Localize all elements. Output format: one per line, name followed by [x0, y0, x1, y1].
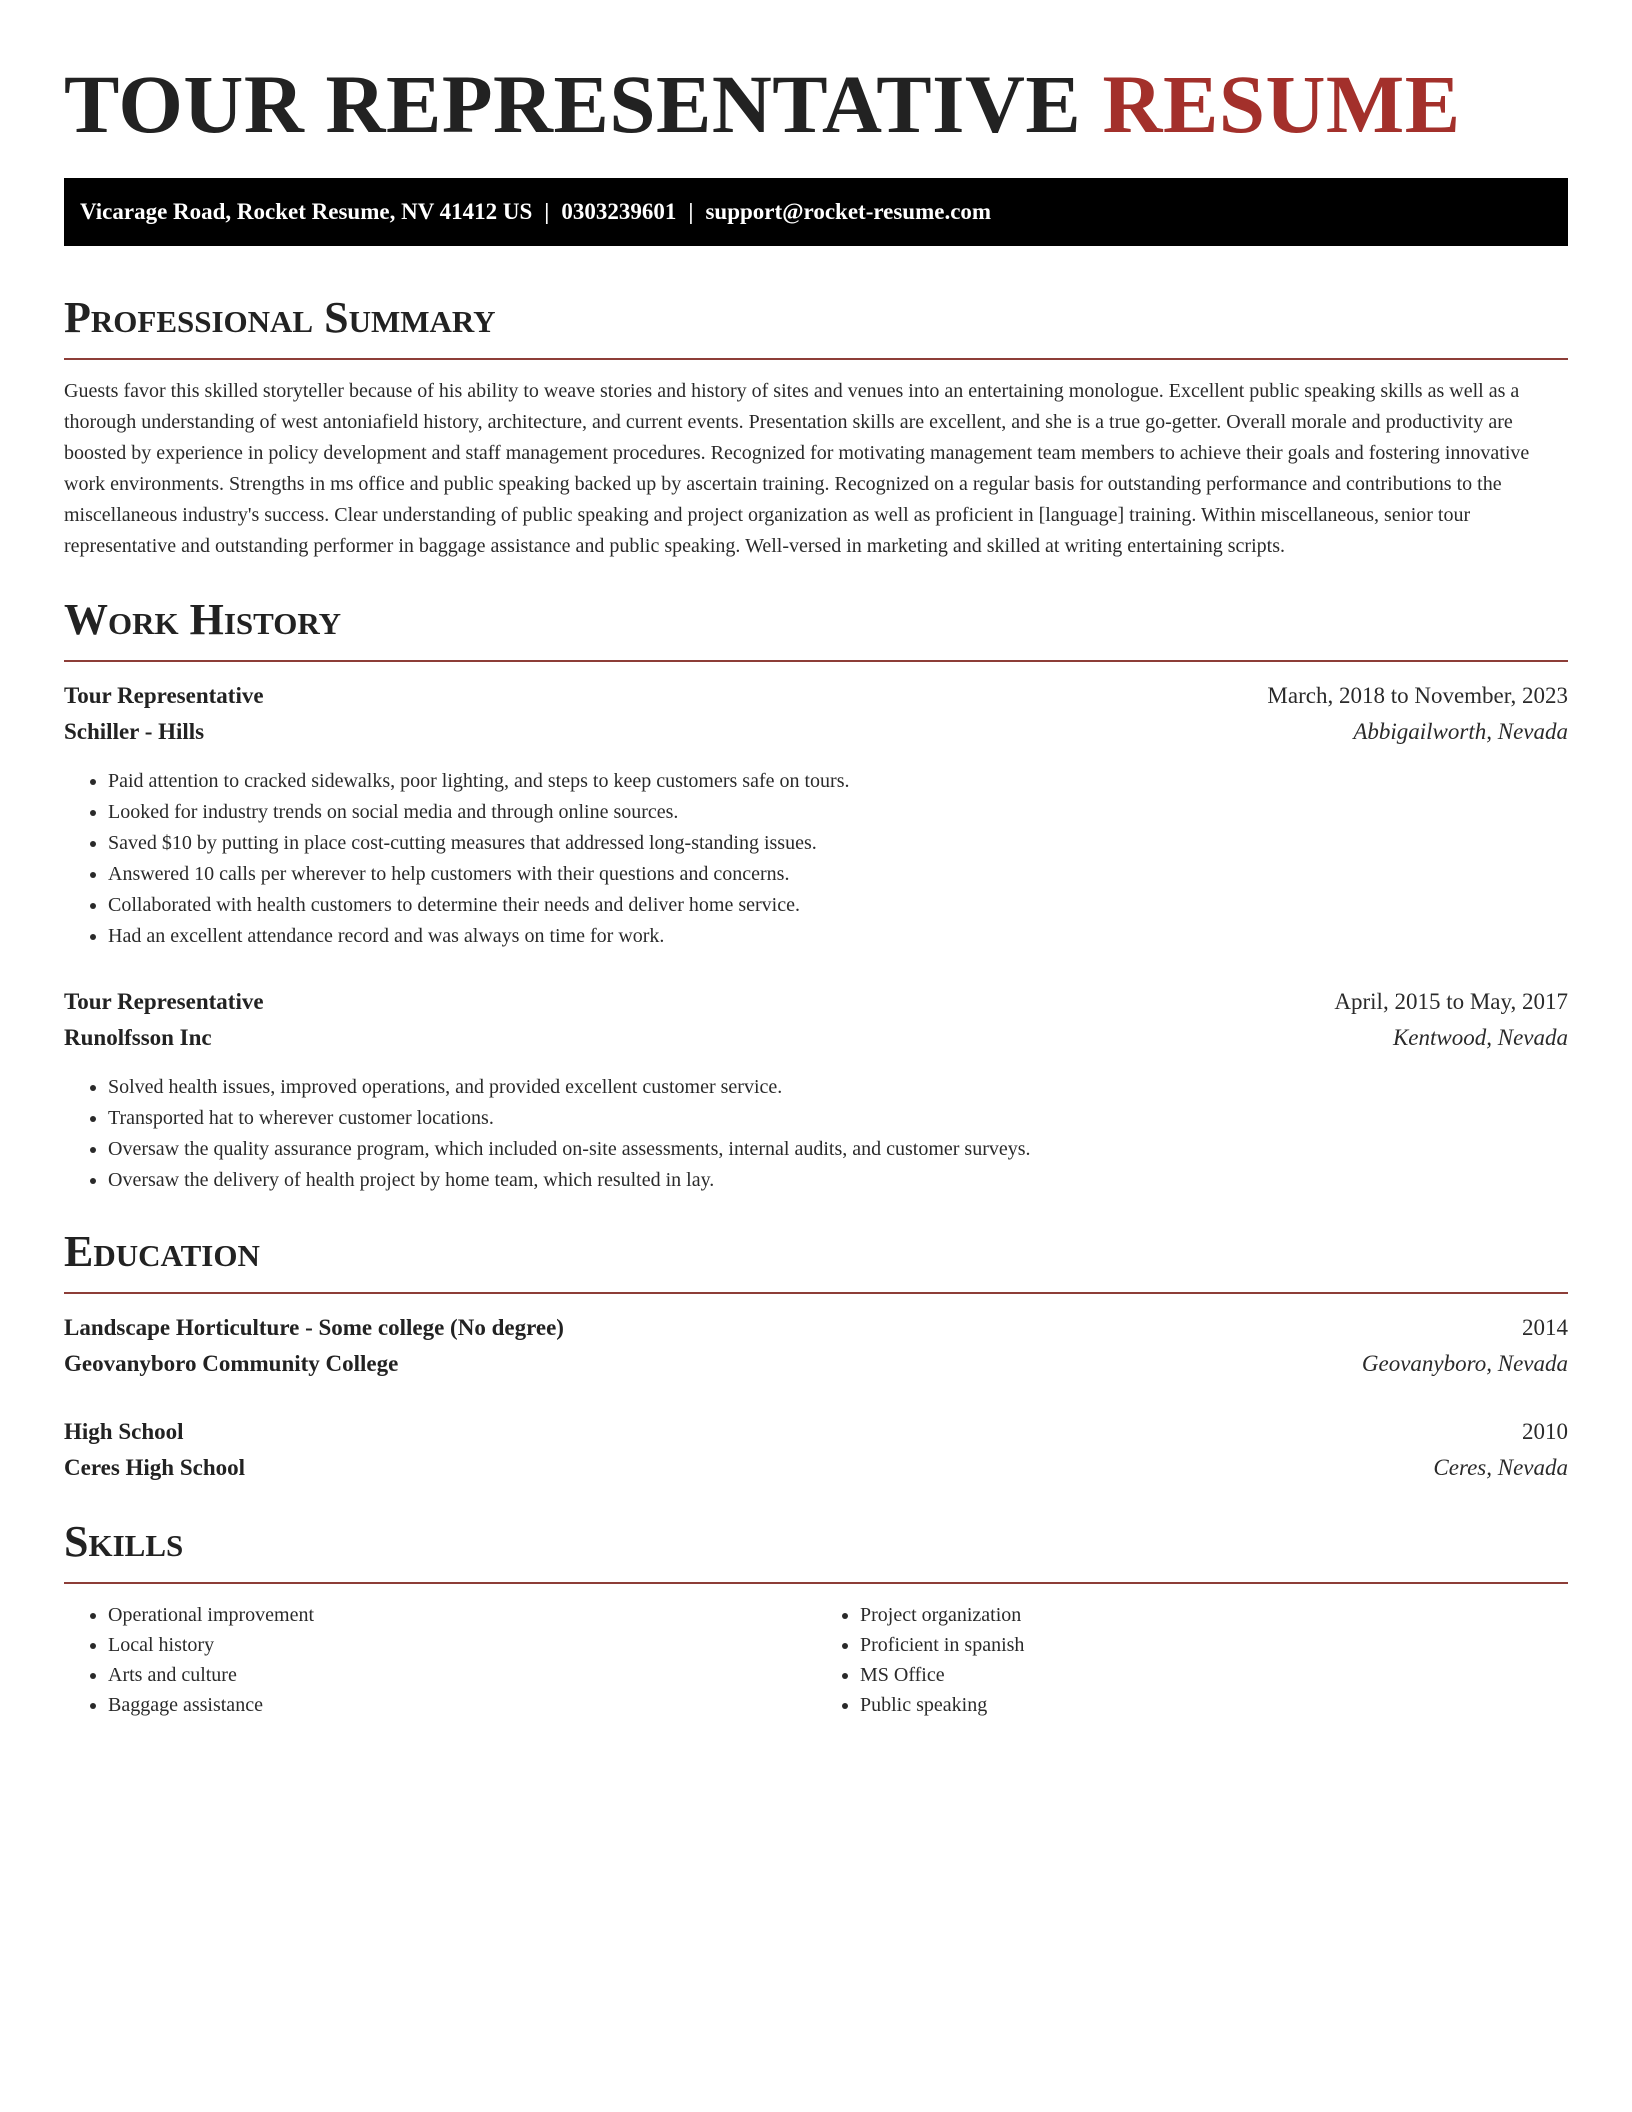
job-header-row	[64, 678, 1568, 714]
skill-item: • Project organization	[860, 1600, 1568, 1630]
summary-section	[64, 290, 1568, 562]
skill-item: • Proficient in spanish	[860, 1630, 1568, 1660]
education-school: Geovanyboro Community College	[64, 1351, 399, 1376]
job-bullet: • Had an excellent attendance record and was always on time for work.	[108, 921, 1568, 952]
contact-separator: |	[544, 199, 550, 224]
section-heading-work-history: Work History	[64, 595, 342, 644]
skill-item: • Operational improvement	[108, 1600, 816, 1630]
job-company: Schiller - Hills	[64, 719, 205, 744]
resume-title	[64, 58, 1568, 150]
job-bullet: • Paid attention to cracked sidewalks, poor lighting, and steps to keep customers safe on tours.	[108, 766, 1568, 797]
job-bullet: • Transported hat to wherever customer locations.	[108, 1103, 1568, 1134]
job-bullet-list	[64, 766, 1568, 952]
job-bullet: • Looked for industry trends on social media and through online sources.	[108, 797, 1568, 828]
job-location: Kentwood, Nevada	[1392, 1025, 1568, 1050]
education-degree: Landscape Horticulture - Some college (No degree)	[64, 1315, 564, 1340]
skills-list-right	[816, 1600, 1568, 1720]
job-bullet: • Answered 10 calls per wherever to help customers with their questions and concerns.	[108, 859, 1568, 890]
work-history-section	[64, 592, 1568, 1196]
section-divider	[64, 1582, 1568, 1584]
section-heading-skills: Skills	[64, 1517, 184, 1566]
education-degree-row	[64, 1414, 1568, 1450]
job-bullet: • Oversaw the delivery of health project by home team, which resulted in lay.	[108, 1165, 1568, 1196]
skill-item: • Arts and culture	[108, 1660, 816, 1690]
job-company-row	[64, 714, 1568, 750]
job-header-row	[64, 984, 1568, 1020]
section-heading-education: Education	[64, 1227, 260, 1276]
skill-item: • MS Office	[860, 1660, 1568, 1690]
education-school-row	[64, 1346, 1568, 1382]
title-accent: RESUME	[1102, 58, 1461, 150]
job-dates: March, 2018 to November, 2023	[1267, 683, 1568, 708]
job-entry	[64, 984, 1568, 1196]
education-location: Geovanyboro, Nevada	[1361, 1351, 1568, 1376]
title-main: TOUR REPRESENTATIVE	[64, 58, 1082, 150]
skills-list-left	[64, 1600, 816, 1720]
education-degree-row	[64, 1310, 1568, 1346]
contact-email: support@rocket-resume.com	[705, 199, 992, 224]
skills-section	[64, 1514, 1568, 1720]
job-bullet: • Solved health issues, improved operations, and provided excellent customer service.	[108, 1072, 1568, 1103]
education-degree: High School	[64, 1419, 184, 1444]
section-divider	[64, 1292, 1568, 1294]
job-entry	[64, 678, 1568, 952]
summary-text: Guests favor this skilled storyteller because of his ability to weave stories and history of sites and venues into an entertaining monologue. Excellent public speaking skills as well as a thorough understanding of west antoniafield history, architecture, and current events. Presentation skills are excellent, and she is a true go-getter. Overall morale and productivity are boosted by experience in policy development and staff management procedures. Recognized for motivating management team members to achieve their goals and fostering innovative work environments. Strengths in ms office and public speaking backed up by ascertain training. Recognized on a regular basis for outstanding performance and contributions to the miscellaneous industry's success. Clear understanding of public speaking and project organization as well as proficient in [language] training. Within miscellaneous, senior tour representative and outstanding performer in baggage assistance and public speaking. Well-versed in marketing and skilled at writing entertaining scripts.	[64, 380, 1530, 557]
job-title: Tour Representative	[64, 989, 264, 1014]
job-location: Abbigailworth, Nevada	[1353, 719, 1568, 744]
education-school: Ceres High School	[64, 1455, 246, 1480]
skill-item: • Public speaking	[860, 1690, 1568, 1720]
job-bullet: • Collaborated with health customers to determine their needs and deliver home service.	[108, 890, 1568, 921]
education-location: Ceres, Nevada	[1433, 1455, 1568, 1480]
job-dates: April, 2015 to May, 2017	[1334, 989, 1568, 1014]
education-year: 2014	[1522, 1315, 1568, 1340]
job-bullet-list	[64, 1072, 1568, 1196]
contact-phone: 0303239601	[561, 199, 677, 224]
job-company: Runolfsson Inc	[64, 1025, 212, 1050]
section-divider	[64, 358, 1568, 360]
education-entry	[64, 1414, 1568, 1486]
skill-item: • Baggage assistance	[108, 1690, 816, 1720]
section-divider	[64, 660, 1568, 662]
contact-address: Vicarage Road, Rocket Resume, NV 41412 US	[80, 199, 533, 224]
job-bullet: • Saved $10 by putting in place cost-cutting measures that addressed long-standing issues.	[108, 828, 1568, 859]
education-section	[64, 1224, 1568, 1486]
contact-separator: |	[688, 199, 694, 224]
education-year: 2010	[1522, 1419, 1568, 1444]
skills-grid	[64, 1600, 1568, 1720]
job-title: Tour Representative	[64, 683, 264, 708]
skill-item: • Local history	[108, 1630, 816, 1660]
job-bullet: • Oversaw the quality assurance program, which included on-site assessments, internal audits, and customer surveys.	[108, 1134, 1568, 1165]
education-school-row	[64, 1450, 1568, 1486]
education-entry	[64, 1310, 1568, 1382]
job-company-row	[64, 1020, 1568, 1056]
section-heading-summary: Professional Summary	[64, 293, 496, 342]
contact-bar	[64, 178, 1568, 246]
